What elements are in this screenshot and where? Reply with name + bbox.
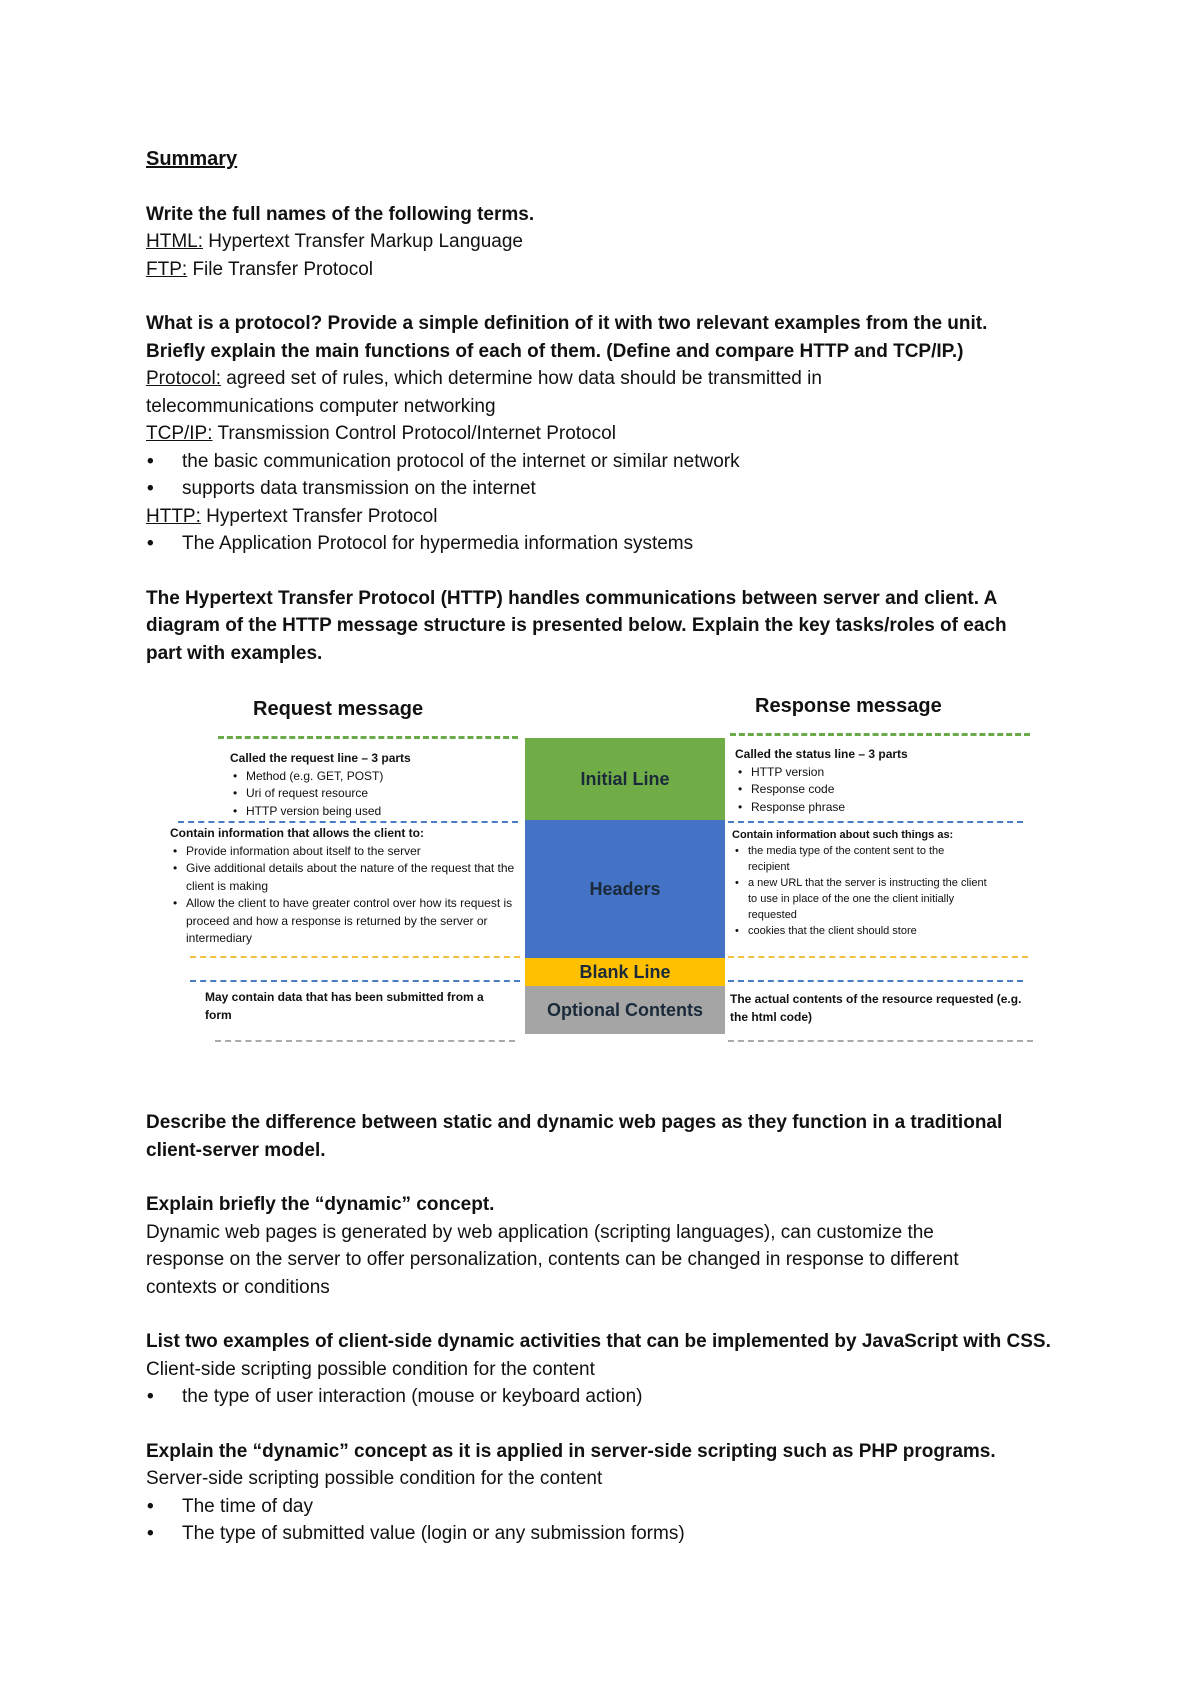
- divider: [215, 1040, 515, 1042]
- q7-answer: Server-side scripting possible condition for the content: [146, 1468, 603, 1489]
- q2-question-cont: Briefly explain the main functions of each of them. (Define and compare HTTP and TCP/IP.): [146, 340, 964, 362]
- divider: [728, 821, 1023, 823]
- response-message-title: Response message: [755, 695, 942, 717]
- protocol-definition-cont: telecommunications computer networking: [146, 395, 496, 417]
- list-item: • the basic communication protocol of the internet or similar network: [146, 448, 1076, 476]
- response-headers-note: Contain information about such things as: • the media type of the content sent to the recipient • a new URL that the server is instructing the client to use in place of the one the client initially requested • cookies that the client should store: [732, 827, 987, 939]
- list-item: • HTTP version: [751, 764, 1015, 782]
- list-item: • the type of user interaction (mouse or keyboard action): [146, 1383, 1076, 1411]
- list-item: • a new URL that the server is instructing the client to use in place of the one the client initially requested: [748, 875, 987, 923]
- divider: [190, 980, 520, 982]
- blank-line-box: Blank Line: [525, 958, 725, 986]
- list-item: • the media type of the content sent to the recipient: [748, 843, 987, 875]
- list-item: • Method (e.g. GET, POST): [246, 768, 520, 786]
- list-item: • HTTP version being used: [246, 803, 520, 821]
- q6-answer: Client-side scripting possible condition for the content: [146, 1358, 595, 1380]
- tcp-definition: TCP/IP: Transmission Control Protocol/Internet Protocol: [146, 423, 616, 444]
- q7-question: Explain the “dynamic” concept as it is applied in server-side scripting such as PHP programs.: [146, 1440, 996, 1462]
- q6-question: List two examples of client-side dynamic activities that can be implemented by JavaScript with CSS.: [146, 1331, 1051, 1352]
- initial-line-box: Initial Line: [525, 738, 725, 820]
- protocol-definition: Protocol: agreed set of rules, which determine how data should be transmitted in: [146, 368, 822, 389]
- divider: [178, 821, 518, 823]
- list-item: • Uri of request resource: [246, 785, 520, 803]
- http-definition: HTTP: Hypertext Transfer Protocol: [146, 505, 438, 527]
- divider: [728, 956, 1028, 958]
- document-body: [146, 146, 1076, 667]
- q1-item-ftp: FTP: File Transfer Protocol: [146, 258, 374, 280]
- headers-box: Headers: [525, 820, 725, 958]
- divider: [190, 956, 520, 958]
- list-item: • Response code: [751, 781, 1015, 799]
- q4-question: Describe the difference between static and dynamic web pages as they function in a traditional: [146, 1112, 1003, 1133]
- q1-item-html: HTML: Hypertext Transfer Markup Language: [146, 231, 524, 252]
- q1-question: Write the full names of the following terms.: [146, 203, 535, 225]
- optional-contents-box: Optional Contents: [525, 986, 725, 1034]
- divider: [728, 980, 1023, 982]
- list-item: • Allow the client to have greater control over how its request is proceed and how a response is returned by the server or intermediary: [186, 895, 520, 948]
- request-optional-note: May contain data that has been submitted from a form: [205, 990, 484, 1022]
- page-title: Summary: [146, 148, 238, 170]
- request-headers-note: Contain information that allows the client to: • Provide information about itself to the server • Give additional details about the nature of the request that the client is making • Allow the client to have greater control over how its request is proceed and how a response is returned by the server or intermediary: [170, 825, 520, 948]
- list-item: • Give additional details about the nature of the request that the client is making: [186, 860, 520, 895]
- divider: [728, 1040, 1033, 1042]
- http-message-diagram: [150, 688, 1050, 1048]
- list-item: • The Application Protocol for hypermedia information systems: [146, 530, 1076, 558]
- document-body-lower: [146, 1109, 1076, 1548]
- divider: [218, 736, 518, 739]
- list-item: • The time of day: [146, 1493, 1076, 1521]
- list-item: • supports data transmission on the internet: [146, 475, 1076, 503]
- status-line-note: Called the status line – 3 parts • HTTP version • Response code • Response phrase: [735, 746, 1015, 816]
- q4-question-cont: client-server model.: [146, 1139, 326, 1161]
- q5-answer: Dynamic web pages is generated by web application (scripting languages), can customize the: [146, 1221, 934, 1243]
- divider: [730, 733, 1030, 736]
- response-optional-note: The actual contents of the resource requested (e.g. the html code): [730, 992, 1022, 1024]
- request-message-title: Request message: [253, 698, 424, 720]
- list-item: • Response phrase: [751, 799, 1015, 817]
- q3-question: The Hypertext Transfer Protocol (HTTP) handles communications between server and client. A: [146, 587, 998, 609]
- q3-question-cont: diagram of the HTTP message structure is presented below. Explain the key tasks/roles of each: [146, 615, 1007, 636]
- list-item: • The type of submitted value (login or any submission forms): [146, 1520, 1076, 1548]
- q3-question-cont2: part with examples.: [146, 642, 323, 664]
- q2-question: What is a protocol? Provide a simple definition of it with two relevant examples from the unit.: [146, 313, 988, 334]
- q5-question: Explain briefly the “dynamic” concept.: [146, 1194, 495, 1215]
- list-item: • cookies that the client should store: [748, 923, 987, 939]
- list-item: • Provide information about itself to the server: [186, 843, 520, 861]
- q5-answer-cont: response on the server to offer personalization, contents can be changed in response to different: [146, 1249, 959, 1270]
- request-line-note: Called the request line – 3 parts • Method (e.g. GET, POST) • Uri of request resource • HTTP version being used: [230, 750, 520, 820]
- q5-answer-cont2: contexts or conditions: [146, 1276, 330, 1298]
